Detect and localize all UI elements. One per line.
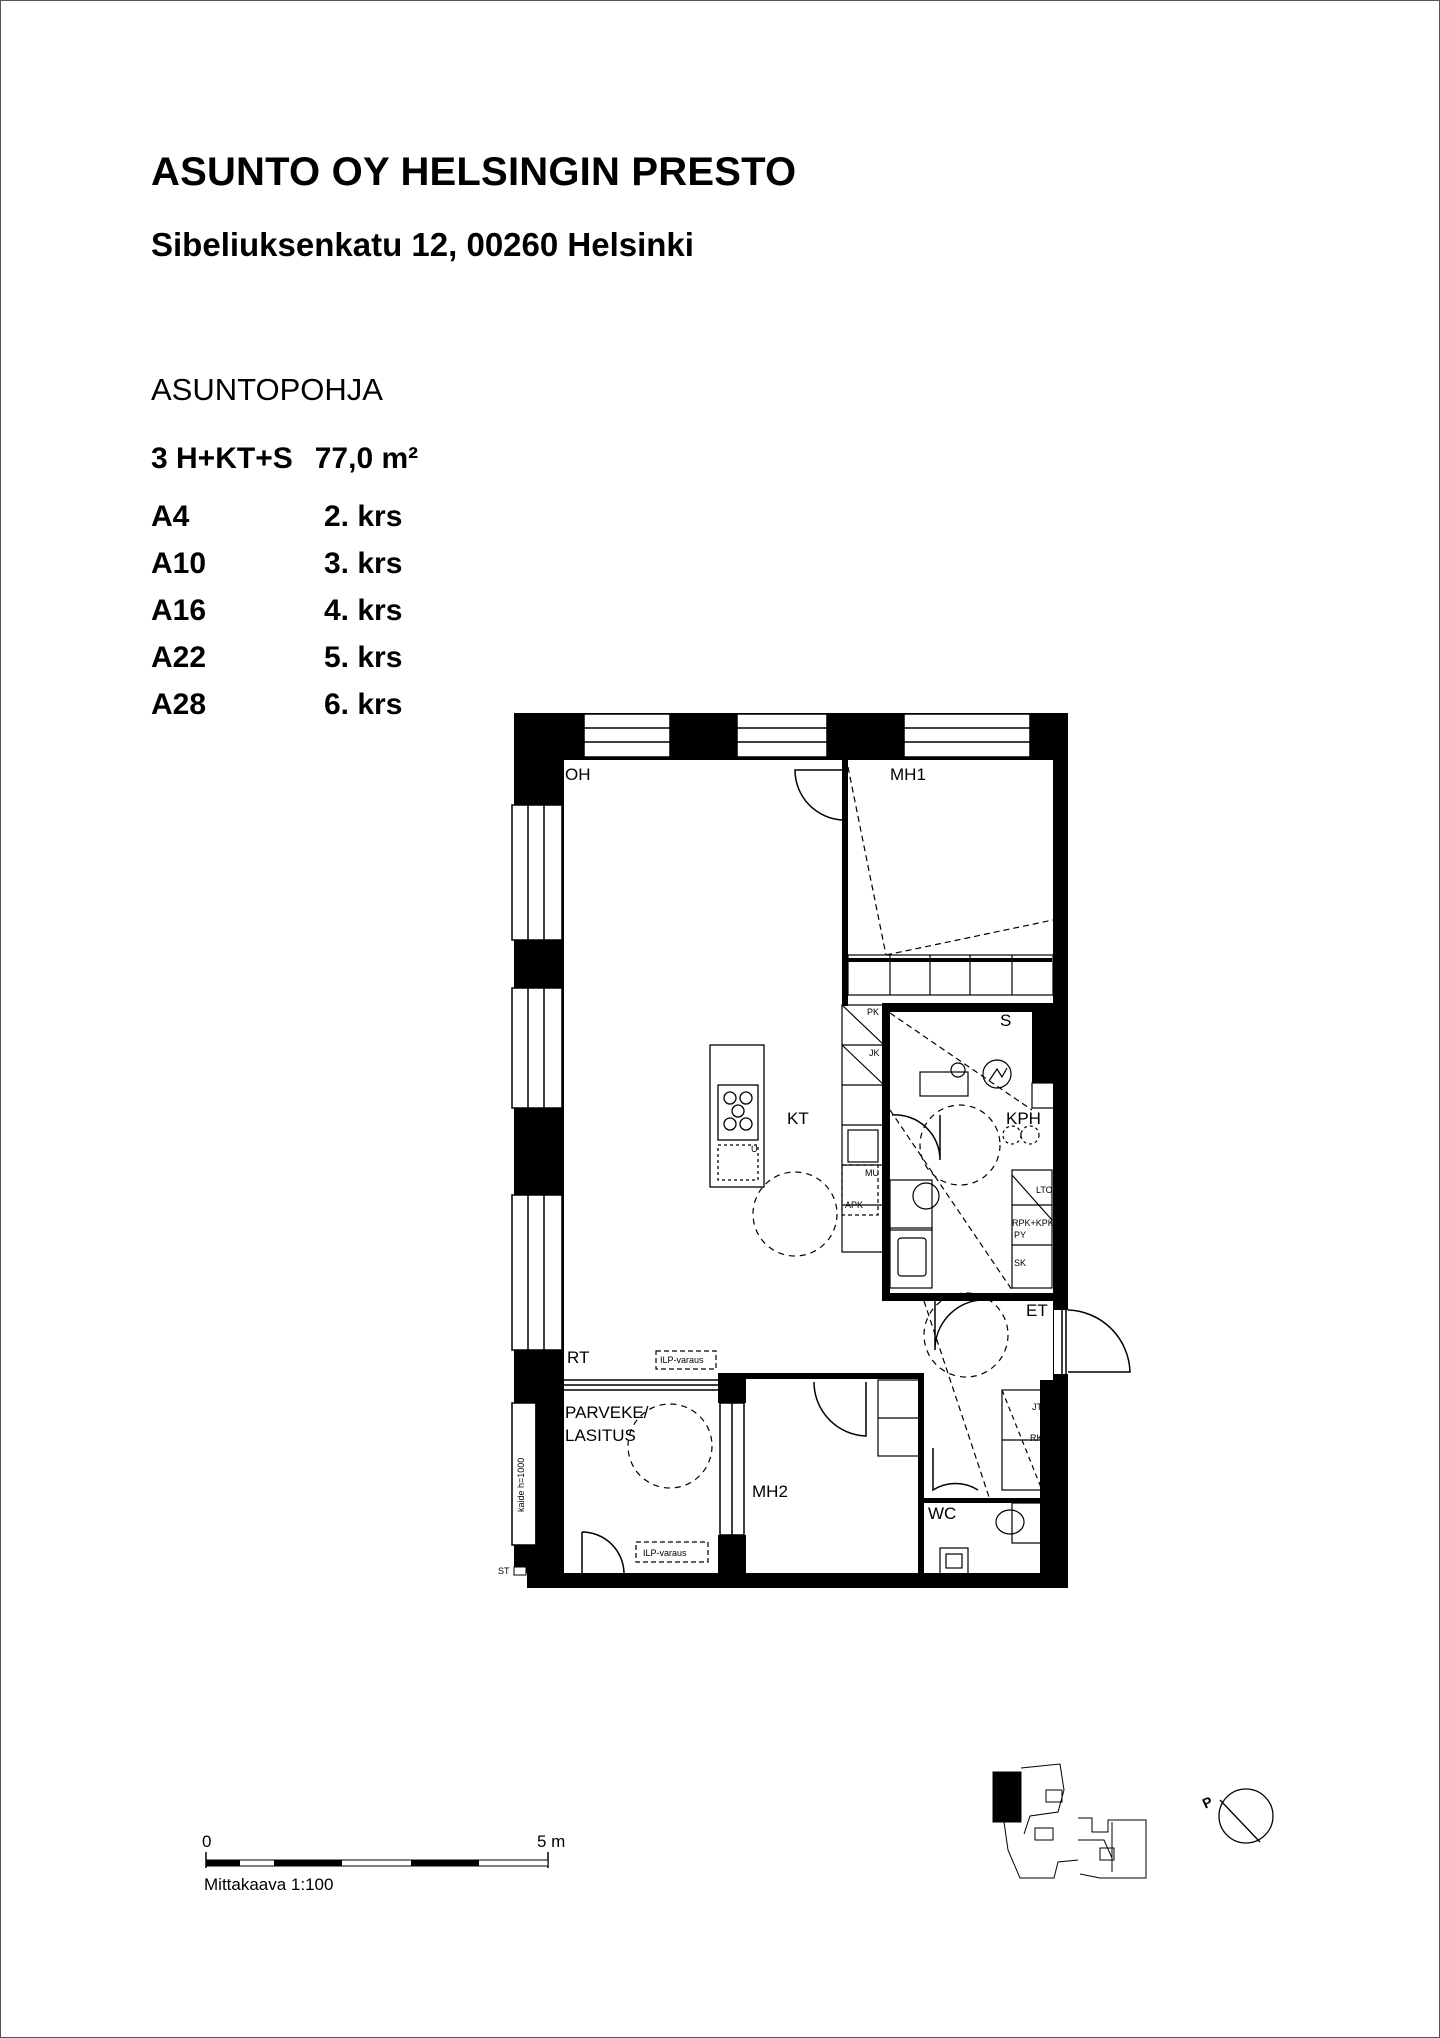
label-pk: PK [867,1007,880,1017]
label-ilp-varaus-1: ILP-varaus [660,1355,704,1365]
apartment-code: A10 [151,547,207,580]
windows-top [584,714,1030,757]
kitchen-cabinets [842,1005,884,1252]
floor-plan [512,713,1130,1588]
room-label-rt: RT [567,1348,590,1367]
north-label: P [1199,1793,1216,1812]
scale-end-label: 5 m [537,1832,566,1851]
apartment-floor: 4. krs [324,594,403,627]
label-jk: JK [869,1048,880,1058]
room-label-s: S [1000,1011,1012,1030]
apartment-floor: 6. krs [324,688,403,721]
room-label-kt: KT [787,1109,809,1128]
room-label-oh: OH [565,765,591,784]
label-mu: MU [865,1168,879,1178]
label-py: PY [1014,1230,1027,1240]
label-sk: SK [1014,1258,1027,1268]
room-label-mh1: MH1 [890,765,926,784]
room-label-et: ET [1026,1301,1048,1320]
scale-start-label: 0 [202,1832,212,1851]
room-label-mh2: MH2 [752,1482,788,1501]
scale-bar [202,1832,565,1894]
building-title: ASUNTO OY HELSINGIN PRESTO [151,150,797,194]
apartment-area: 77,0 m² [314,442,419,475]
label-jt: JT [1032,1402,1042,1412]
north-arrow [1200,1789,1273,1843]
label-ilp-varaus-2: ILP-varaus [643,1548,687,1558]
entry-door [1054,1310,1130,1375]
apartment-type-label: 3 H+KT+S [151,442,293,475]
room-label-kph: KPH [1006,1109,1041,1128]
kitchen-island [710,1045,764,1187]
exterior-walls [514,713,1068,1588]
bathroom-fixtures [890,1110,1052,1290]
label-kaide: kaide h=1000 [516,1457,526,1512]
label-st: ST [498,1566,510,1576]
scale-caption: Mittakaava 1:100 [204,1875,334,1894]
ilp-boxes [636,1351,716,1562]
apartment-code: A4 [151,500,190,533]
apartment-floor: 2. krs [324,500,403,533]
label-rk: RK [1030,1433,1043,1443]
label-lto: LTO [1036,1185,1053,1195]
room-label-wc: WC [928,1504,957,1523]
st-marker [514,1567,526,1575]
label-vt: VT [594,1577,606,1587]
sauna-fixtures [890,1013,1054,1110]
label-apk: APK [845,1200,864,1210]
building-address: Sibeliuksenkatu 12, 00260 Helsinki [151,226,694,263]
hall-wardrobes [878,1301,1042,1500]
room-labels [565,765,1048,1523]
apartment-floor: 5. krs [324,641,403,674]
label-sv: SV [552,1564,565,1574]
wall-segment [534,1350,564,1402]
room-label-parveke: PARVEKE/ [565,1403,649,1422]
label-u: U [751,1144,758,1154]
label-rpk-kpk: RPK+KPK [1012,1218,1054,1228]
section-title: ASUNTOPOHJA [151,372,383,407]
site-key-plan [993,1764,1146,1878]
apartment-code: A22 [151,641,207,674]
room-label-lasitus: LASITUS [565,1426,636,1445]
apartment-code: A16 [151,594,207,627]
apartment-code: A28 [151,688,207,721]
apartment-floor: 3. krs [324,547,403,580]
